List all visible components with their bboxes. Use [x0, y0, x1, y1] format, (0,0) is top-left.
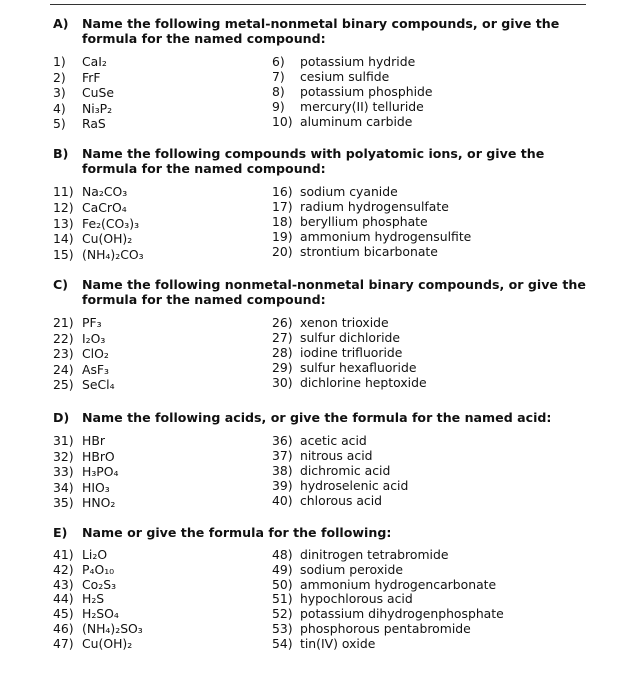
question-item: [272, 345, 427, 360]
section-instruction: Name the following acids, or give the formula for the named acid:: [82, 410, 552, 425]
question-item: [272, 578, 504, 593]
question-columns: [53, 433, 588, 513]
question-number: 8): [272, 84, 285, 99]
question-text: HBr: [82, 433, 105, 448]
question-number: 21): [53, 315, 74, 330]
question-text: AsF₃: [82, 361, 110, 377]
question-item: [272, 114, 433, 129]
section-heading: [53, 146, 588, 176]
question-text: sodium peroxide: [300, 561, 403, 577]
question-item: [53, 548, 143, 563]
question-text: Cu(OH)₂: [82, 231, 133, 247]
question-item: [272, 315, 427, 330]
top-rule: [50, 4, 586, 5]
section-d: [53, 410, 588, 513]
question-text: beryllium phosphate: [300, 214, 428, 229]
question-text: Ni₃P₂: [82, 100, 113, 116]
question-item: [272, 592, 504, 607]
question-text: dichlorine heptoxide: [300, 375, 427, 390]
question-number: 32): [53, 448, 74, 464]
question-text: ammonium hydrogensulfite: [300, 229, 472, 244]
question-item: [53, 101, 114, 117]
section-c: [53, 277, 588, 395]
question-columns: [53, 184, 588, 264]
question-text: Cu(OH)₂: [82, 635, 133, 651]
question-item: [53, 116, 114, 132]
section-e: [53, 525, 588, 658]
question-number: 40): [272, 493, 293, 508]
question-number: 20): [272, 244, 293, 259]
question-number: 23): [53, 346, 74, 361]
question-number: 44): [53, 591, 74, 607]
question-item: [272, 244, 471, 259]
question-text: Na₂CO₃: [82, 184, 128, 199]
question-number: 51): [272, 591, 293, 607]
question-item: [53, 346, 115, 362]
question-item: [53, 464, 118, 480]
question-text: ammonium hydrogencarbonate: [300, 576, 497, 592]
question-item: [53, 592, 143, 607]
question-text: H₂SO₄: [82, 606, 119, 622]
question-number: 14): [53, 231, 74, 247]
question-number: 38): [272, 463, 293, 478]
question-text: (NH₄)₂CO₃: [82, 247, 144, 263]
question-item: [272, 99, 433, 114]
question-text: PF₃: [82, 315, 102, 330]
question-item: [53, 85, 114, 101]
left-question-list: [53, 315, 115, 393]
question-number: 50): [272, 576, 293, 592]
question-text: cesium sulfide: [300, 69, 390, 84]
question-text: sulfur dichloride: [300, 330, 401, 345]
question-number: 6): [272, 54, 285, 69]
question-text: acetic acid: [300, 433, 367, 448]
question-text: P₄O₁₀: [82, 561, 115, 577]
question-item: [272, 184, 471, 199]
question-number: 30): [272, 375, 293, 390]
section-heading: [53, 525, 588, 540]
right-question-list: [272, 433, 408, 508]
question-item: [53, 607, 143, 622]
section-instruction: Name the following metal-nonmetal binary compounds, or give the formula for the named compound:: [82, 16, 560, 46]
question-number: 15): [53, 247, 74, 263]
question-item: [272, 463, 408, 478]
question-item: [272, 637, 504, 652]
question-number: 22): [53, 330, 74, 346]
question-text: Fe₂(CO₃)₃: [82, 215, 140, 231]
question-item: [272, 448, 408, 463]
question-item: [53, 70, 114, 86]
left-question-list: [53, 184, 144, 263]
question-number: 10): [272, 114, 293, 129]
question-item: [53, 331, 115, 347]
question-item: [53, 362, 115, 378]
question-number: 27): [272, 330, 293, 345]
question-number: 25): [53, 377, 74, 392]
question-item: [272, 330, 427, 345]
right-question-list: [272, 54, 433, 129]
question-number: 52): [272, 606, 293, 622]
right-question-list: [272, 315, 427, 390]
question-number: 5): [53, 116, 66, 131]
question-item: [272, 548, 504, 563]
question-item: [272, 199, 471, 214]
question-number: 49): [272, 561, 293, 577]
question-number: 7): [272, 69, 285, 84]
question-text: RaS: [82, 116, 106, 131]
section-instruction: Name or give the formula for the following:: [82, 525, 392, 540]
question-item: [272, 375, 427, 390]
question-number: 37): [272, 448, 293, 463]
question-number: 13): [53, 215, 74, 231]
question-number: 26): [272, 315, 293, 330]
question-text: dinitrogen tetrabromide: [300, 547, 449, 562]
question-number: 18): [272, 214, 293, 229]
question-item: [53, 377, 115, 393]
question-text: hydroselenic acid: [300, 478, 409, 493]
question-number: 43): [53, 576, 74, 592]
question-number: 24): [53, 361, 74, 377]
question-text: FrF: [82, 69, 101, 85]
section-instruction: Name the following compounds with polyatomic ions, or give the formula for the named compound:: [82, 146, 545, 176]
question-text: (NH₄)₂SO₃: [82, 620, 143, 636]
question-text: mercury(II) telluride: [300, 99, 424, 114]
question-text: phosphorous pentabromide: [300, 620, 471, 636]
question-columns: [53, 548, 588, 658]
question-number: 19): [272, 229, 293, 244]
question-number: 41): [53, 547, 74, 562]
question-item: [53, 54, 114, 70]
question-item: [272, 214, 471, 229]
question-text: hypochlorous acid: [300, 591, 413, 607]
question-number: 53): [272, 620, 293, 636]
question-text: ClO₂: [82, 346, 109, 361]
question-item: [272, 622, 504, 637]
question-columns: [53, 54, 588, 134]
question-number: 36): [272, 433, 293, 448]
section-heading: [53, 410, 588, 425]
question-text: sodium cyanide: [300, 184, 398, 199]
question-number: 34): [53, 479, 74, 495]
question-item: [53, 231, 144, 247]
question-number: 16): [272, 184, 293, 199]
left-question-list: [53, 54, 114, 132]
question-item: [53, 449, 118, 465]
question-number: 39): [272, 478, 293, 493]
question-text: nitrous acid: [300, 448, 373, 463]
question-text: aluminum carbide: [300, 114, 413, 129]
right-question-list: [272, 184, 471, 259]
question-number: 3): [53, 85, 66, 100]
question-number: 11): [53, 184, 74, 199]
question-text: strontium bicarbonate: [300, 244, 438, 259]
question-number: 31): [53, 433, 74, 448]
section-a: [53, 16, 588, 134]
question-item: [53, 480, 118, 496]
question-text: dichromic acid: [300, 463, 391, 478]
question-item: [272, 360, 427, 375]
question-item: [53, 495, 118, 511]
section-letter: D): [53, 410, 70, 425]
section-heading: [53, 277, 588, 307]
section-heading: [53, 16, 588, 46]
left-question-list: [53, 433, 118, 511]
question-item: [272, 607, 504, 622]
question-text: xenon trioxide: [300, 315, 389, 330]
question-number: 47): [53, 635, 74, 651]
question-number: 29): [272, 360, 293, 375]
question-number: 2): [53, 69, 66, 85]
left-question-list: [53, 548, 143, 652]
question-text: I₂O₃: [82, 330, 106, 346]
question-text: potassium phosphide: [300, 84, 433, 99]
question-item: [272, 69, 433, 84]
question-text: Li₂O: [82, 547, 108, 562]
question-text: H₂S: [82, 591, 105, 607]
question-text: Co₂S₃: [82, 576, 117, 592]
question-number: 45): [53, 606, 74, 622]
question-item: [53, 200, 144, 216]
question-text: radium hydrogensulfate: [300, 199, 449, 214]
question-text: sulfur hexafluoride: [300, 360, 417, 375]
question-number: 28): [272, 345, 293, 360]
question-item: [272, 84, 433, 99]
question-item: [53, 247, 144, 263]
question-number: 42): [53, 561, 74, 577]
question-text: potassium hydride: [300, 54, 416, 69]
question-item: [53, 433, 118, 449]
question-text: HIO₃: [82, 479, 110, 495]
section-letter: C): [53, 277, 68, 292]
question-text: CuSe: [82, 85, 114, 100]
question-item: [53, 216, 144, 232]
question-item: [53, 315, 115, 331]
right-question-list: [272, 548, 504, 652]
question-text: CaI₂: [82, 54, 107, 69]
question-text: HNO₂: [82, 495, 116, 510]
question-item: [272, 54, 433, 69]
question-text: iodine trifluoride: [300, 345, 403, 360]
question-item: [53, 184, 144, 200]
question-columns: [53, 315, 588, 395]
question-item: [272, 229, 471, 244]
question-text: chlorous acid: [300, 493, 383, 508]
question-text: CaCrO₄: [82, 199, 127, 215]
question-item: [272, 493, 408, 508]
question-item: [53, 563, 143, 578]
question-item: [53, 637, 143, 652]
question-text: SeCl₄: [82, 377, 115, 392]
question-text: tin(IV) oxide: [300, 635, 376, 651]
question-number: 17): [272, 199, 293, 214]
question-text: potassium dihydrogenphosphate: [300, 606, 504, 622]
question-number: 4): [53, 100, 66, 116]
question-item: [272, 433, 408, 448]
question-text: HBrO: [82, 448, 115, 464]
question-item: [53, 578, 143, 593]
question-item: [272, 563, 504, 578]
question-item: [272, 478, 408, 493]
section-letter: B): [53, 146, 69, 161]
question-number: 48): [272, 547, 293, 562]
question-number: 9): [272, 99, 285, 114]
question-number: 46): [53, 620, 74, 636]
question-number: 1): [53, 54, 66, 69]
section-instruction: Name the following nonmetal-nonmetal binary compounds, or give the formula for the named compound:: [82, 277, 586, 307]
question-number: 54): [272, 635, 293, 651]
section-letter: A): [53, 16, 69, 31]
question-number: 12): [53, 199, 74, 215]
section-letter: E): [53, 525, 68, 540]
question-number: 33): [53, 464, 74, 479]
question-text: H₃PO₄: [82, 464, 119, 479]
section-b: [53, 146, 588, 264]
question-number: 35): [53, 495, 74, 510]
question-item: [53, 622, 143, 637]
